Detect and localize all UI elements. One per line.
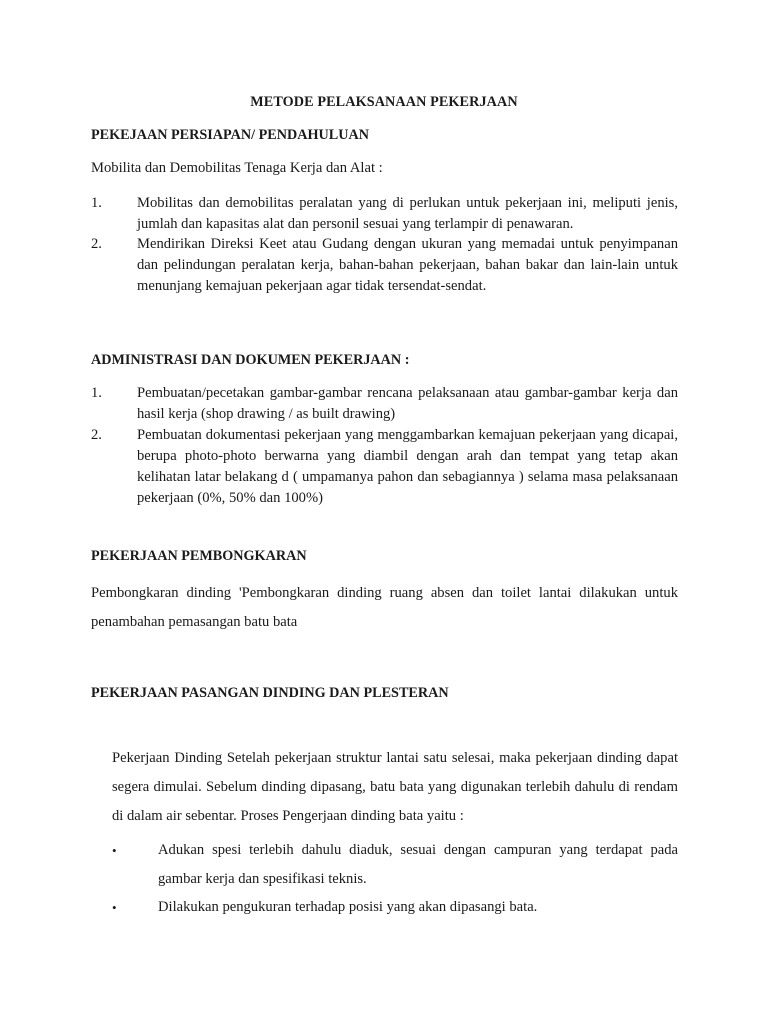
section-heading-pasangan-dinding: PEKERJAAN PASANGAN DINDING DAN PLESTERAN (91, 685, 449, 701)
item-text: Mobilitas dan demobilitas peralatan yang di perlukan untuk pekerjaan ini, meliputi jenis, jumlah dan kapasitas alat dan personil sesuai yang terlampir di penawaran. (137, 195, 678, 232)
item-text: Mendirikan Direksi Keet atau Gudang dengan ukuran yang memadai untuk penyimpanan dan pelindungan peralatan kerja, bahan-bahan pekerjaan, bahan bakar dan lain-lain untuk menunjang kemajuan pekerjaan agar tidak tersendat-sendat. (137, 236, 678, 294)
item-text: Pembuatan dokumentasi pekerjaan yang menggambarkan kemajuan pekerjaan yang dicapai, berupa photo-photo berwarna yang diambil dengan arah dan tempat yang tetap akan kelihatan latar belakang d ( umpamanya pahon dan sebagiannya ) selama masa pelaksanaan pekerjaan (0%, 50% dan 100%) (137, 427, 678, 506)
item-number: 2. (91, 236, 102, 252)
bullet-symbol: • (112, 843, 117, 858)
document-title: METODE PELAKSANAAN PEKERJAAN (250, 94, 518, 110)
bullet-text: Dilakukan pengukuran terhadap posisi yang akan dipasangi bata. (158, 899, 538, 915)
item-number: 1. (91, 195, 102, 211)
bullet-text: Adukan spesi terlebih dahulu diaduk, sesuai dengan campuran yang terdapat pada gambar kerja dan spesifikasi teknis. (158, 842, 678, 887)
section-intro-mobilitas: Mobilita dan Demobilitas Tenaga Kerja dan Alat : (91, 160, 383, 176)
item-number: 2. (91, 427, 102, 443)
section-heading-persiapan: PEKEJAAN PERSIAPAN/ PENDAHULUAN (91, 127, 369, 143)
bullet-symbol: • (112, 900, 117, 915)
item-number: 1. (91, 385, 102, 401)
section-heading-administrasi: ADMINISTRASI DAN DOKUMEN PEKERJAAN : (91, 352, 410, 368)
section-heading-pembongkaran: PEKERJAAN PEMBONGKARAN (91, 548, 307, 564)
section-text-pembongkaran: Pembongkaran dinding 'Pembongkaran dinding ruang absen dan toilet lantai dilakukan untuk penambahan pemasangan batu bata (91, 585, 678, 630)
section-text-pasangan-dinding: Pekerjaan Dinding Setelah pekerjaan struktur lantai satu selesai, maka pekerjaan dinding dapat segera dimulai. Sebelum dinding dipasang, batu bata yang digunakan terlebih dahulu di rendam di dalam air sebentar. Proses Pengerjaan dinding bata yaitu : (112, 750, 678, 824)
item-text: Pembuatan/pecetakan gambar-gambar rencana pelaksanaan atau gambar-gambar kerja dan hasil kerja (shop drawing / as built drawing) (137, 385, 678, 422)
